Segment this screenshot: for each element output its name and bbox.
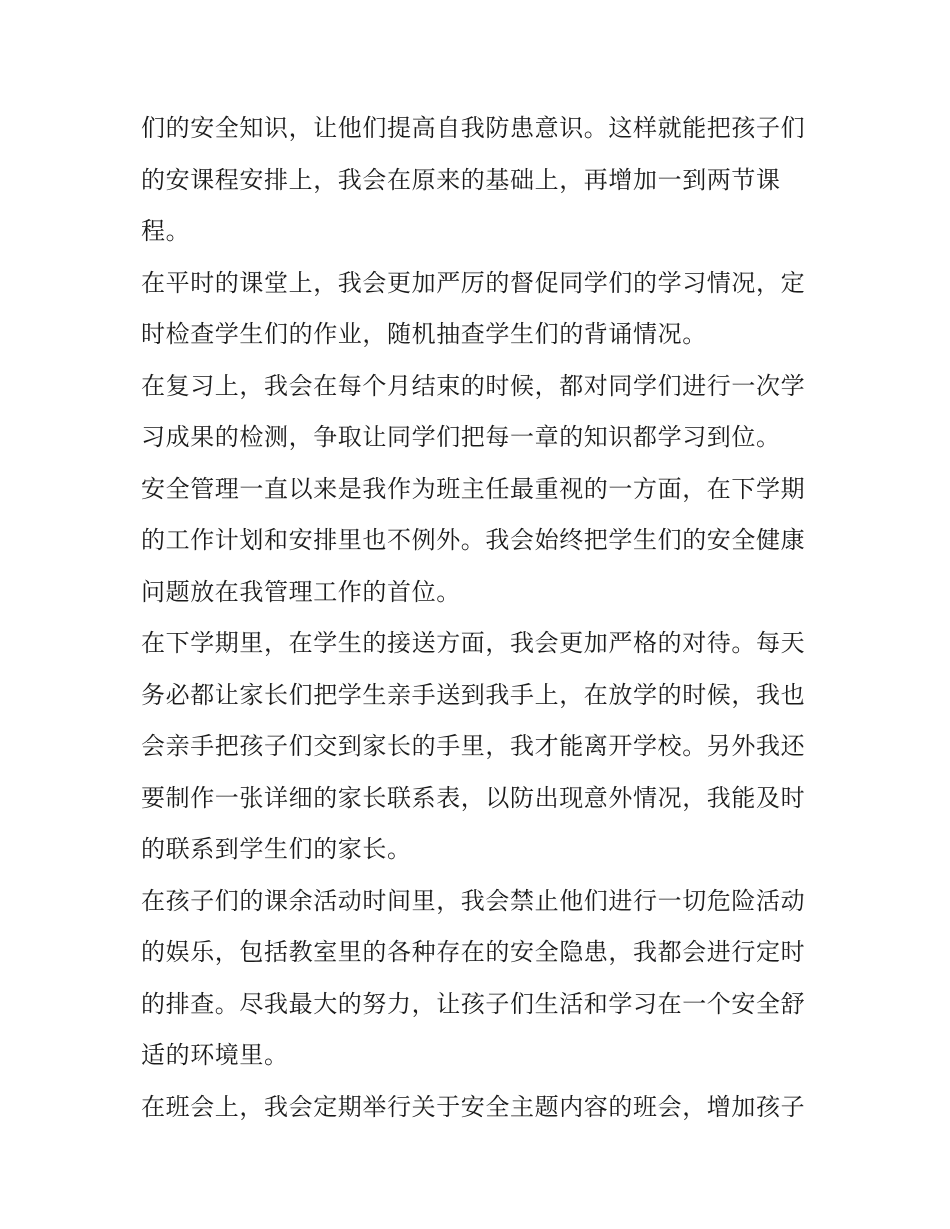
text-line: 适的环境里。 <box>141 1041 289 1069</box>
text-line: 在下学期里，在学生的接送方面，我会更加严格的对待。每天 <box>141 629 806 657</box>
text-line: 们的安全知识，让他们提高自我防患意识。这样就能把孩子们 <box>141 114 806 142</box>
text-line: 在班会上，我会定期举行关于安全主题内容的班会，增加孩子 <box>141 1092 806 1121</box>
text-line: 安全管理一直以来是我作为班主任最重视的一方面，在下学期 <box>141 474 806 503</box>
text-line: 在平时的课堂上，我会更加严厉的督促同学们的学习情况，定 <box>141 268 806 297</box>
text-line: 的工作计划和安排里也不例外。我会始终把学生们的安全健康 <box>141 526 806 554</box>
text-line: 时检查学生们的作业，随机抽查学生们的背诵情况。 <box>141 320 707 348</box>
text-line: 在复习上，我会在每个月结束的时候，都对同学们进行一次学 <box>141 371 806 400</box>
document-body <box>141 103 821 1133</box>
text-line: 务必都让家长们把学生亲手送到我手上，在放学的时候，我也 <box>141 680 806 709</box>
text-line: 习成果的检测，争取让同学们把每一章的知识都学习到位。 <box>141 423 781 451</box>
text-line: 的安课程安排上，我会在原来的基础上，再增加一到两节课 <box>141 165 781 194</box>
text-line: 程。 <box>141 217 191 245</box>
text-line: 在孩子们的课余活动时间里，我会禁止他们进行一切危险活动 <box>141 886 806 915</box>
text-line: 会亲手把孩子们交到家长的手里，我才能离开学校。另外我还 <box>141 732 806 760</box>
text-line: 问题放在我管理工作的首位。 <box>141 577 461 606</box>
text-line: 要制作一张详细的家长联系表，以防出现意外情况，我能及时 <box>141 783 806 812</box>
text-line: 的排查。尽我最大的努力，让孩子们生活和学习在一个安全舒 <box>141 989 806 1018</box>
text-line: 的联系到学生们的家长。 <box>141 835 412 863</box>
text-line: 的娱乐，包括教室里的各种存在的安全隐患，我都会进行定时 <box>141 938 806 966</box>
